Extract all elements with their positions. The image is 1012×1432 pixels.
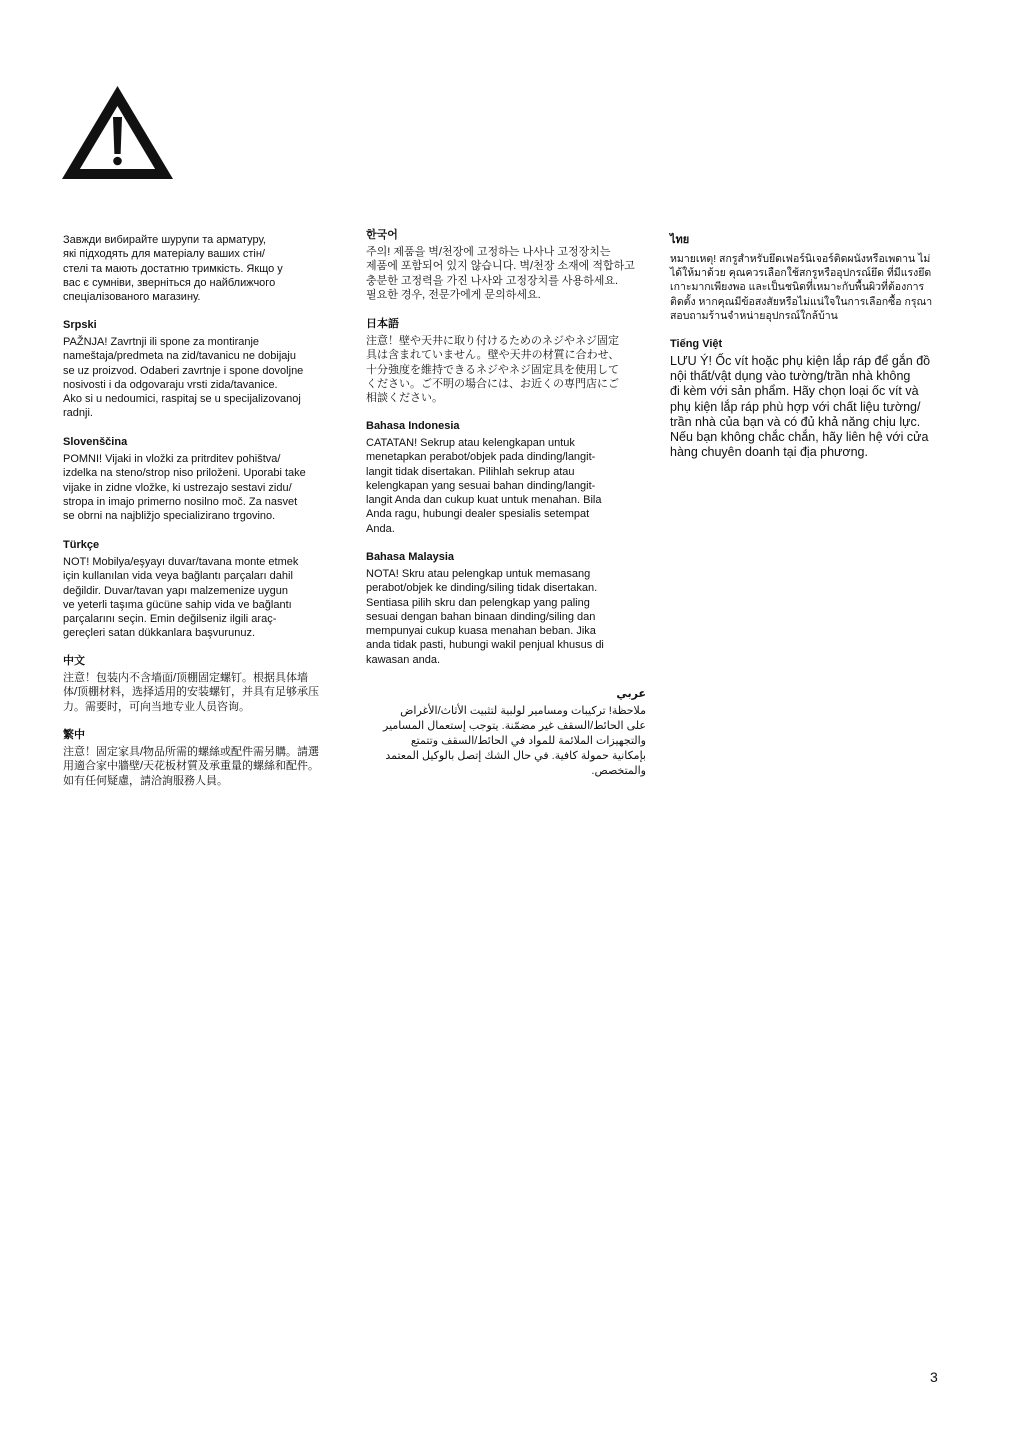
section-body: PAŽNJA! Zavrtnji ili spone za montiranje nameštaja/predmeta na zid/tavanicu ne dobijaju se uz proizvod. Odaberi zavrtnje i spone dovoljne nosivosti i da odgovaraju vrsti zida/tavanice. Ako si u nedoumici, raspitaj se u specijalizovanoj radnji. bbox=[63, 336, 304, 420]
section-body: NOTA! Skru atau pelengkap untuk memasang perabot/objek ke dinding/siling tidak disertakan. Sentiasa pilih skru dan pelengkap yang paling sesuai dengan bahan binaan dinding/siling dan mempunyai cukup kuasa menahan beban. Jika anda tidak pasti, hubungi wakil penjual khusus di kawasan anda. bbox=[366, 568, 604, 666]
section-body: 注意！包装内不含墙面/顶棚固定螺钉。根据具体墙 体/顶棚材料，选择适用的安装螺钉，并具有足够承压 力。需要时，可向当地专业人员咨询。 bbox=[63, 672, 320, 713]
section-ukrainian-continued bbox=[63, 233, 355, 304]
section-traditional-chinese bbox=[63, 728, 355, 788]
section-bahasa-indonesia bbox=[366, 419, 658, 536]
section-heading: Srpski bbox=[63, 319, 97, 331]
section-body: 주의! 제품을 벽/천장에 고정하는 나사나 고정장치는 제품에 포함되어 있지 않습니다. 벽/천장 소재에 적합하고 충분한 고정력을 가진 나사와 고정장치를 사용하세요. 필요한 경우, 전문가에게 문의하세요. bbox=[366, 246, 635, 301]
page-number: 3 bbox=[930, 1369, 938, 1385]
section-japanese bbox=[366, 317, 658, 405]
section-thai bbox=[670, 233, 962, 323]
section-body: 注意！固定家具/物品所需的螺絲或配件需另購。請選 用適合家中牆壁/天花板材質及承重量的螺絲和配件。 如有任何疑慮，請洽詢服務人員。 bbox=[63, 746, 320, 787]
section-body: หมายเหตุ! สกรูสำหรับยึดเฟอร์นิเจอร์ติดผนังหรือเพดาน ไม่ ได้ให้มาด้วย คุณควรเลือกใช้สกรูหรืออุปกรณ์ยึด ที่มีแรงยึด เกาะมากเพียงพอ และเป็นชนิดที่เหมาะกับพื้นผิวที่ต้องการ ติดตั้ง หากคุณมีข้อสงสัยหรือไม่แน่ใจในการเลือกซื้อ กรุณา สอบถามร้านจำหน่ายอุปกรณ์ใกล้บ้าน bbox=[670, 253, 933, 322]
section-bahasa-malaysia bbox=[366, 550, 658, 667]
section-heading: Bahasa Indonesia bbox=[366, 420, 460, 432]
section-simplified-chinese bbox=[63, 654, 355, 714]
section-arabic bbox=[354, 687, 646, 779]
section-body: 注意！壁や天井に取り付けるためのネジやネジ固定 具は含まれていません。壁や天井の材質に合わせ、 十分強度を維持できるネジやネジ固定具を使用して ください。ご不明の場合には、お近くの専門店にご 相談ください。 bbox=[366, 335, 620, 405]
section-vietnamese bbox=[670, 337, 962, 460]
section-heading: 繁中 bbox=[63, 729, 85, 741]
section-body: LƯU Ý! Ốc vít hoặc phụ kiện lắp ráp để gắn đồ nội thất/vật dụng vào tường/trần nhà không đi kèm với sản phẩm. Hãy chọn loại ốc vít và phụ kiện lắp ráp phù hợp với chất liệu tường/ trần nhà của bạn và có đủ khả năng chịu lực. Nếu bạn không chắc chắn, hãy liên hệ với cửa hàng chuyên doanh tại địa phương. bbox=[670, 354, 931, 460]
section-slovenscina bbox=[63, 435, 355, 523]
section-turkce bbox=[63, 538, 355, 641]
section-body: POMNI! Vijaki in vložki za pritrditev pohištva/ izdelka na steno/strop niso priloženi. Uporabi take vijake in zidne vložke, ki ustrezajo sestavi zidu/ stropa in imajo primerno nosilno moč. Za nasvet se obrni na najbližjo specializirano trgovino. bbox=[63, 453, 306, 523]
section-heading: Tiếng Việt bbox=[670, 338, 723, 350]
section-heading: Slovenščina bbox=[63, 436, 128, 448]
section-heading: 한국어 bbox=[366, 229, 398, 241]
section-body: ملاحظة! تركيبات ومسامير لولبية لتثبيت الأثاث/الأغراض على الحائط/السقف غير مضمّنة. يتوجب إستعمال المسامير والتجهيزات الملائمة للمواد في الحائط/السقف وتتمتع بإمكانية حمولة كافية. في حال الشك إتصل بالوكيل المعتمد والمتخصص. bbox=[383, 705, 646, 777]
section-body: CATATAN! Sekrup atau kelengkapan untuk menetapkan perabot/objek pada dinding/langit- langit tidak disertakan. Pilihlah sekrup atau kelengkapan yang sesuai bahan dinding/langit- langit Anda dan cukup kuat untuk menahan. Bila Anda ragu, hubungi dealer spesialis setempat Anda. bbox=[366, 437, 602, 535]
section-heading: Bahasa Malaysia bbox=[366, 551, 455, 563]
warning-triangle-icon bbox=[62, 86, 173, 179]
section-heading: عربي bbox=[616, 688, 646, 700]
section-heading: Türkçe bbox=[63, 539, 100, 551]
section-heading: 日本語 bbox=[366, 318, 399, 330]
section-body: NOT! Mobilya/eşyayı duvar/tavana monte etmek için kullanılan vida veya bağlantı parçaları dahil değildir. Duvar/tavan yapı malzemenize uygun ve yeterli taşıma gücüne sahip vida ve bağlantı parçalarını seçin. Emin değilseniz ilgili araç- gereçleri satan dükkanlara başvurunuz. bbox=[63, 556, 299, 640]
section-heading: 中文 bbox=[63, 655, 85, 667]
section-heading: ไทย bbox=[670, 234, 690, 246]
section-srpski bbox=[63, 318, 355, 421]
section-body: Завжди вибирайте шурупи та арматуру, які підходять для матеріалу ваших стін/ стелі та мають достатню тримкість. Якщо у вас є сумніви, зверніться до найближчого спеціалізованого магазину. bbox=[63, 234, 283, 304]
section-korean bbox=[366, 228, 658, 302]
